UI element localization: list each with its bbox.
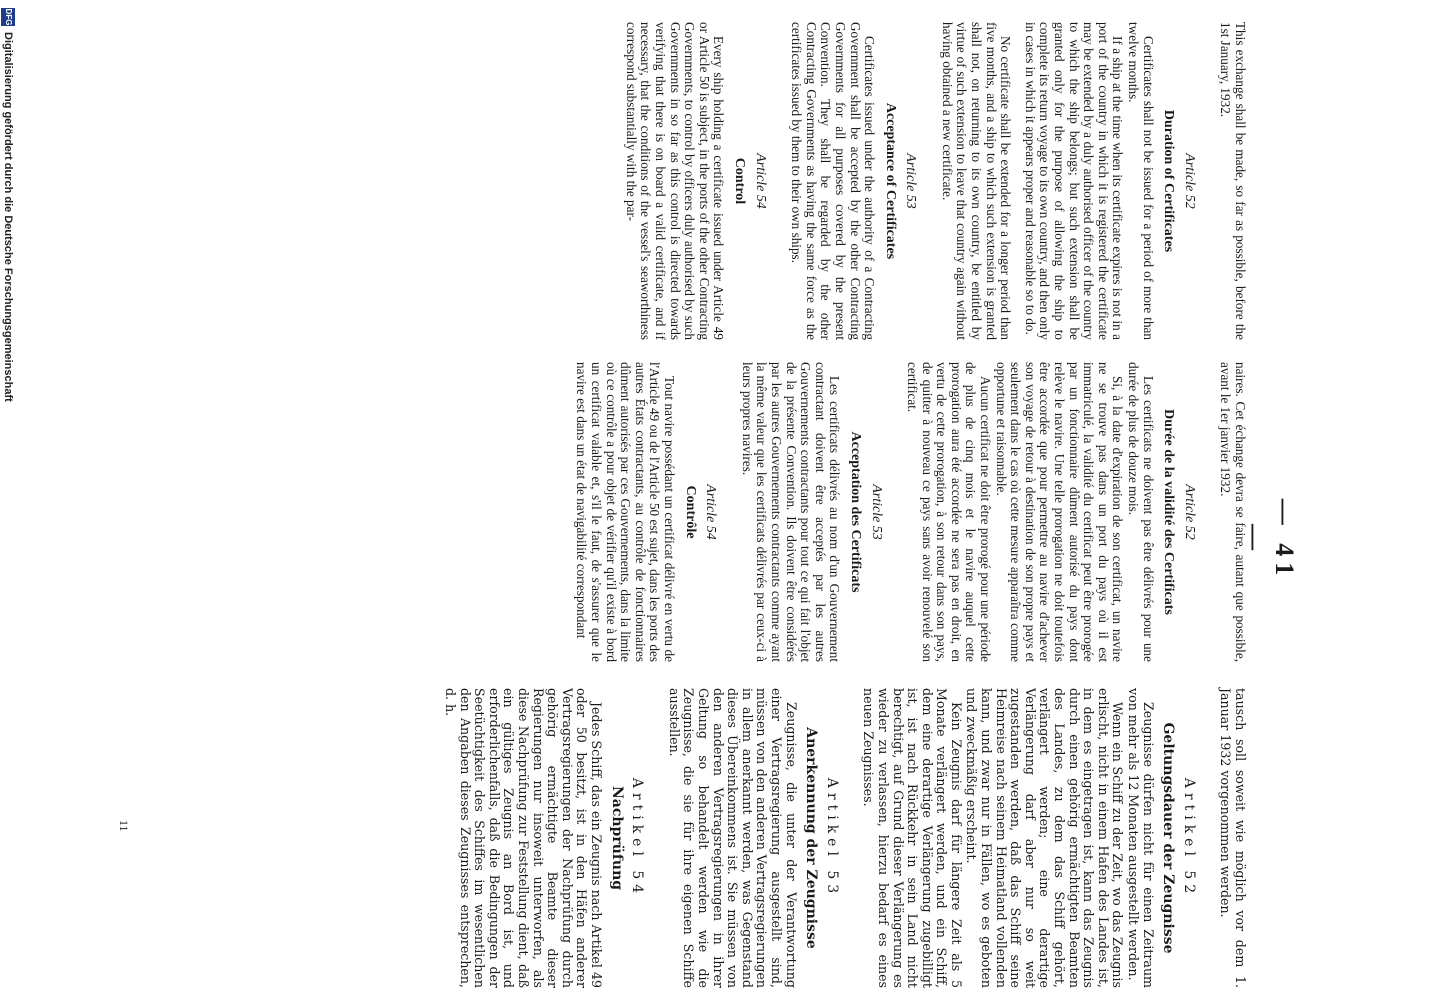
german-article-54-label: Artikel 54 [629,777,646,899]
english-article-52-para-3: No certificate shall be extended for a longer period than five months, and a ship to which such extension is granted shall not, on returning to its own country, be entitled by virtue of such extension to leave that country again without having obtained a new certificate. [939,22,1014,340]
english-article-53-para-1: Certificates issued under the authority of a Contracting Government shall be accepted by the other Contracting Governments for all purposes covered by the present Convention. They shall be regarded by the other Contracting Governments as having the same force as the certificates issued by them to their own ships. [789,22,878,340]
english-article-53-title: Acceptance of Certificates [882,102,898,260]
german-article-52-para-2: Wenn ein Schiff zu der Zeit, wo das Zeugnis erlischt, nicht in einem Hafen des Landes ist, in dem es eingetragen ist, kann das Zeugnis durch einen gehörig ermächtigten Beamten des Landes, zu dem das Schiff gehört, verlängert werden; eine derartige Verlängerung darf aber nur so weit zugestanden werden, daß das Schiff seine Heimreise nach seinem Heimatland vollenden kann, und zwar nur in Fällen, wo es geboten und zweckmäßig erscheint. [964,688,1126,988]
page-number: — 41 — [1240,498,1299,582]
french-article-53-para-1: Les certificats délivrés au nom d'un Gouvernement contractant doivent être acceptés par les autres Gouvernements contractants pour tout ce qui fait l'objet de la présente Convention. Ils doivent être considérés par les autres Gouvernements contractants comme ayant la même valeur que les certificats délivrés par ceux-ci à leurs propres navires. [739,362,843,662]
english-article-52-para-2: If a ship at the time when its certificate expires is not in a port of the country in which it is registered the certificate may be extended by a duly authorised officer of the country to which the ship belongs; but such extension shall be granted only for the purpose of allowing the ship to complete its return voyage to its own country, and then only in cases in which it appears proper and reasonable so to do. [1022,22,1126,340]
german-intro: tausch soll soweit wie möglich vor dem 1. Januar 1932 vorgenommen werden. [1218,688,1248,988]
dfg-logo-icon: DFG [1,8,15,26]
french-column [573,362,1247,662]
german-column [442,688,1248,988]
french-article-52-label: Article 52 [1181,484,1197,540]
french-article-54-para-1: Tout navire possédant un certificat délivré en vertu de l'Article 49 ou de l'Article 50 est sujet, dans les ports des autres États contractants, au contrôle de fonctionnaires dûment autorisés par ces Gouvernements, dans la limite où ce contrôle a pour objet de vérifier qu'il existe à bord un certificat valable et, s'il le faut, de s'assurer que le navire est dans un état de navigabilité correspondant [574,362,677,662]
digitization-credit-text: Digitalisierung gefördert durch die Deutsche Forschungsgemeinschaft [2,32,14,402]
french-article-54-label: Article 54 [703,484,719,540]
french-article-52-para-3: Aucun certificat ne doit être prorogé pour une période de plus de cinq mois et le navire auquel cette prorogation aura été accordée ne sera pas en droit, en vertu de cette prorogation, à son retour dans son pays, de quitter à nouveau ce pays sans avoir renouvelé son certificat. [905,362,994,662]
english-article-53-label: Article 53 [903,153,919,209]
english-article-52-label: Article 52 [1181,153,1197,209]
footer-mark: 11 [117,820,131,832]
rotated-document-page [2,0,1317,1000]
french-article-52-para-2: Si, à la date d'expiration de son certificat, un navire ne se trouve pas dans un port du pays où il est immatriculé, la validité du certificat peut être prorogée par un fonctionnaire dûment autorisé du pays dont relève le navire. Une telle prorogation ne doit toutefois être accordée que pour permettre au navire d'achever son voyage de retour à destination de son propre pays et seulement dans le cas où cette mesure apparaîtra comme opportune et raisonnable. [993,362,1126,662]
english-article-54-label: Article 54 [752,153,768,209]
french-article-52-para-1: Les certificats ne doivent pas être délivrés pour une durée de plus de douze mois. [1126,362,1156,662]
english-article-52-para-1: Certificates shall not be issued for a period of more than twelve months. [1126,22,1156,340]
german-article-52-para-1: Zeugnisse dürfen nicht für einen Zeitraum von mehr als 12 Monaten ausgestellt werden. [1126,688,1156,988]
english-column [622,22,1247,340]
french-article-54-title: Contrôle [682,485,698,539]
german-article-52-para-3: Kein Zeugnis darf für längere Zeit als 5 Monate verlängert werden, und ein Schiff, dem eine derartige Verlängerung zugebilligt ist, ist nach Rückkehr in sein Land nicht berechtigt, auf Grund dieser Verlängerung es wieder zu verlassen, hierzu bedarf es eines neuen Zeugnisses. [861,688,964,988]
german-article-54-para-1: Jedes Schiff, das ein Zeugnis nach Artikel 49 oder 50 besitzt, ist in den Häfen anderer Vertragsregierungen der Nachprüfung durch gehörig ermächtigte Beamte dieser Regierungen nur insoweit unterworfen, als diese Nachprüfung zur Feststellung dient, daß ein gültiges Zeugnis an Bord ist, und erforderlichenfalls, daß die Bedingungen der Seetüchtigkeit des Schiffes im wesentlichen den Angaben dieses Zeugnisses entsprechen, d. h. [443,688,605,988]
french-article-53-label: Article 53 [868,484,884,540]
french-intro: naires. Cet échange devra se faire, autant que possible, avant le 1er janvier 1932. [1218,362,1248,662]
german-article-52-title: Geltungsdauer der Zeugnisse [1160,722,1177,954]
english-article-54-para-1: Every ship holding a certificate issued under Article 49 or Article 50 is subject, in the ports of the other Contracting Governments, to control by officers duly authorised by such Governments in so far as this control is directed towards verifying that there is on board a valid certificate, and if necessary, that the conditions of the vessel's seaworthiness correspond substantially with the par- [623,22,727,340]
digitization-credit [1,8,15,1008]
french-article-53-title: Acceptation des Certificats [847,431,863,593]
german-article-53-para-1: Zeugnisse, die unter der Verantwortung einer Vertragsregierung ausgestellt sind, müssen von den anderen Vertragsregierungen in allem anerkannt werden, was Gegenstand dieses Übereinkommens ist. Sie müssen von den anderen Vertragsregierungen in ihrer Geltung so behandelt werden wie die Zeugnisse, die sie für ihre eigenen Schiffe ausstellen. [666,688,799,988]
german-article-54-title: Nachprüfung [608,785,625,891]
german-article-53-label: Artikel 53 [823,777,840,899]
english-article-52-title: Duration of Certificates [1161,109,1177,253]
english-intro: This exchange shall be made, so far as possible, before the 1st January, 1932. [1218,22,1248,340]
german-article-52-label: Artikel 52 [1180,777,1197,899]
english-article-54-title: Control [731,157,747,205]
french-article-52-title: Durée de la validité des Certificats [1161,409,1177,615]
german-article-53-title: Anerkennung der Zeugnisse [803,727,820,949]
